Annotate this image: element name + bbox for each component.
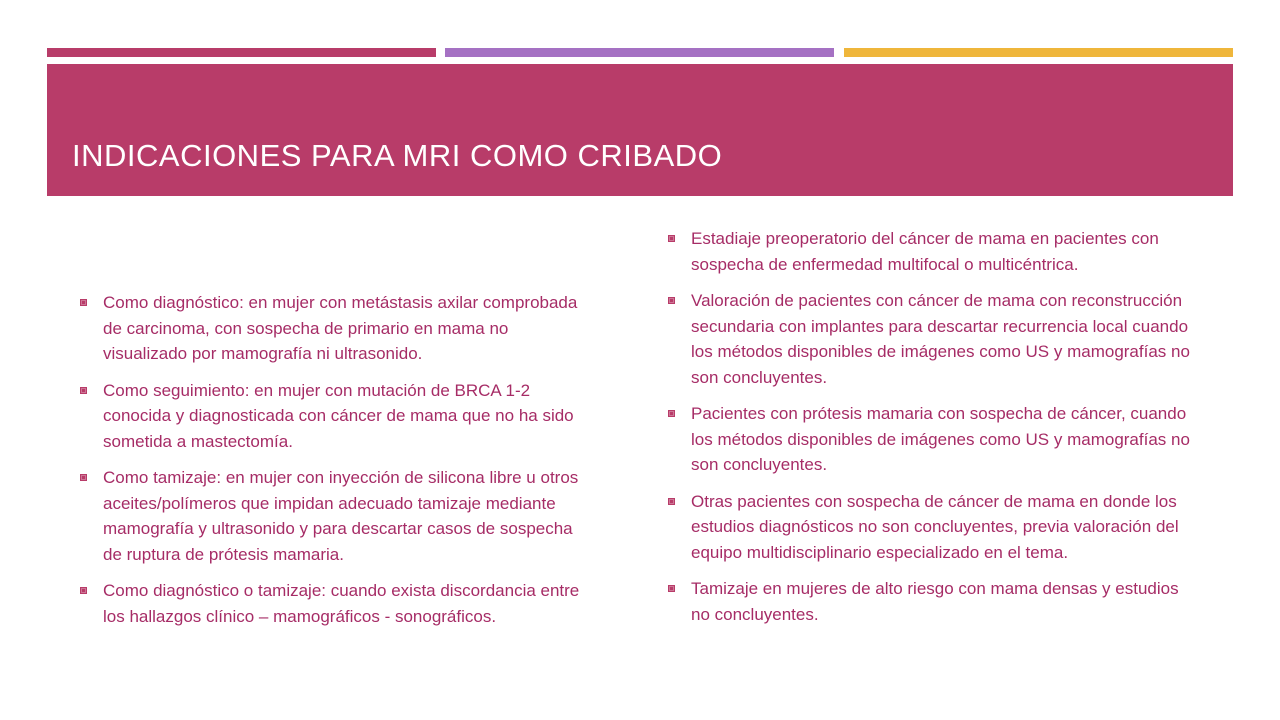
square-bullet-icon — [668, 297, 675, 304]
bullet-text: Tamizaje en mujeres de alto riesgo con mama densas y estudios no concluyentes. — [691, 579, 1179, 624]
bullet-text: Como diagnóstico: en mujer con metástasis axilar comprobada de carcinoma, con sospecha de primario en mama no visualizado por mamografía ni ultrasonido. — [103, 293, 578, 363]
accent-stripe-1 — [47, 48, 436, 57]
square-bullet-icon — [668, 498, 675, 505]
bullet-item — [668, 489, 1198, 566]
right-bullet-list — [668, 226, 1198, 638]
bullet-item — [80, 465, 590, 567]
bullet-item — [80, 378, 590, 455]
bullet-text: Como tamizaje: en mujer con inyección de silicona libre u otros aceites/polímeros que impidan adecuado tamizaje mediante mamografía y ultrasonido y para descartar casos de sospecha de ruptura de prótesis mamaria. — [103, 468, 579, 564]
square-bullet-icon — [80, 299, 87, 306]
bullet-item — [80, 290, 590, 367]
bullet-item — [668, 226, 1198, 277]
slide-title: INDICACIONES PARA MRI COMO CRIBADO — [72, 138, 723, 173]
bullet-item — [668, 576, 1198, 627]
bullet-text: Estadiaje preoperatorio del cáncer de mama en pacientes con sospecha de enfermedad multifocal o multicéntrica. — [691, 229, 1159, 274]
bullet-text: Valoración de pacientes con cáncer de mama con reconstrucción secundaria con implantes para descartar recurrencia local cuando los métodos disponibles de imágenes como US y mamografías no son concluyentes. — [691, 291, 1190, 387]
square-bullet-icon — [668, 410, 675, 417]
square-bullet-icon — [80, 474, 87, 481]
square-bullet-icon — [668, 585, 675, 592]
left-bullet-list — [80, 290, 590, 640]
bullet-item — [668, 288, 1198, 390]
bullet-text: Pacientes con prótesis mamaria con sospecha de cáncer, cuando los métodos disponibles de imágenes como US y mamografías no son concluyentes. — [691, 404, 1190, 474]
square-bullet-icon — [80, 587, 87, 594]
accent-stripe-3 — [844, 48, 1233, 57]
square-bullet-icon — [668, 235, 675, 242]
bullet-item — [668, 401, 1198, 478]
accent-stripe-2 — [445, 48, 834, 57]
bullet-item — [80, 578, 590, 629]
bullet-text: Como seguimiento: en mujer con mutación de BRCA 1-2 conocida y diagnosticada con cáncer de mama que no ha sido sometida a mastectomía. — [103, 380, 574, 451]
bullet-text: Otras pacientes con sospecha de cáncer de mama en donde los estudios diagnósticos no son concluyentes, previa valoración del equipo multidisciplinario especializado en el tema. — [691, 491, 1179, 562]
bullet-text: Como diagnóstico o tamizaje: cuando exista discordancia entre los hallazgos clínico – mamográficos - sonográficos. — [103, 581, 580, 626]
square-bullet-icon — [80, 387, 87, 394]
title-band — [47, 64, 1233, 196]
